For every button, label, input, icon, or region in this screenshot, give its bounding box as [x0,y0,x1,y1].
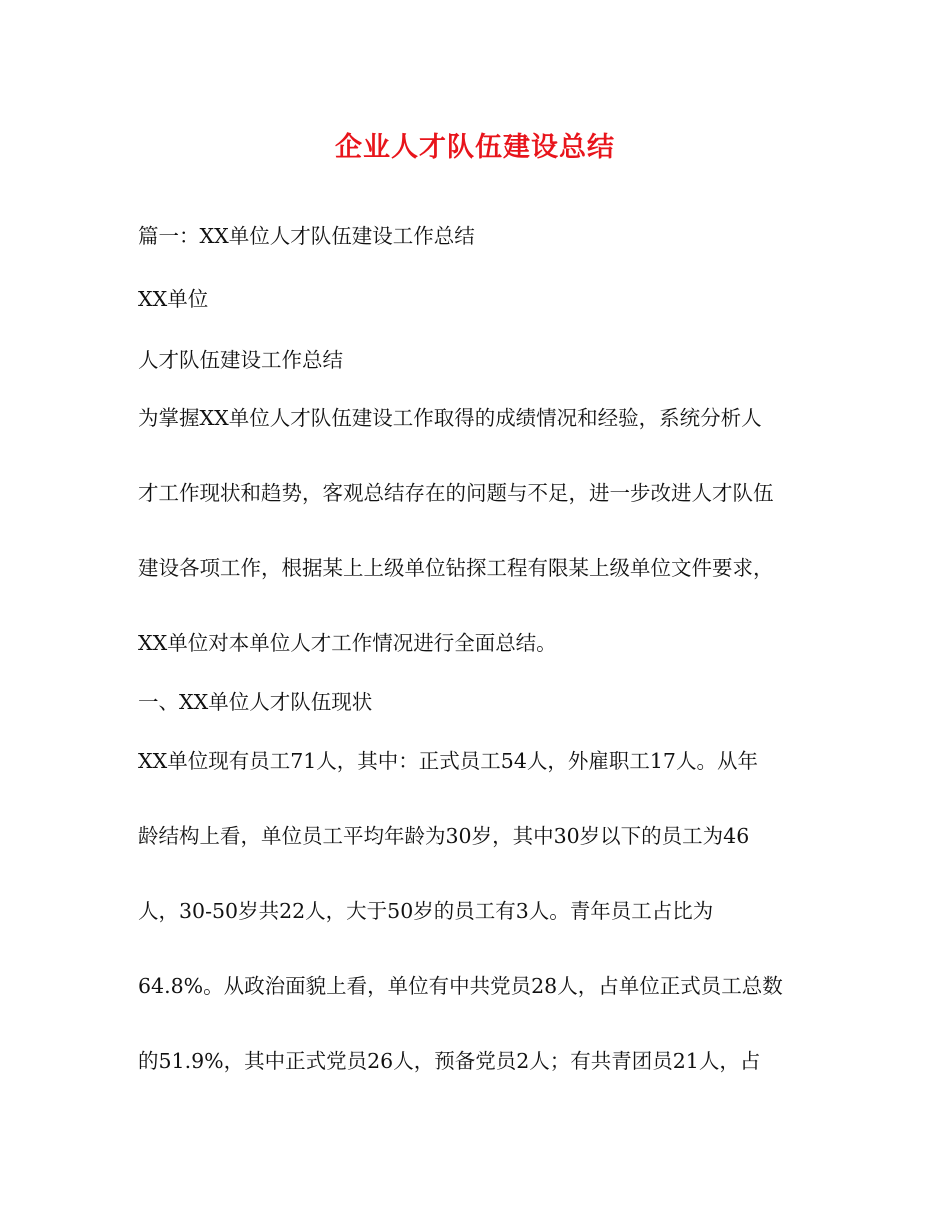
document-title: 企业人才队伍建设总结 [335,132,615,163]
part1-line-1: XX单位现有员工71人，其中：正式员工54人，外雇职工17人。从年 [138,749,758,773]
intro-line-1: 为掌握XX单位人才队伍建设工作取得的成绩情况和经验，系统分析人 [138,406,762,430]
intro-line-4: XX单位对本单位人才工作情况进行全面总结。 [138,631,557,655]
part1-line-5: 的51.9%，其中正式党员26人，预备党员2人；有共青团员21人，占 [138,1049,761,1073]
unit-name: XX单位 [138,287,209,311]
intro-line-3: 建设各项工作，根据某上上级单位钻探工程有限某上级单位文件要求， [138,556,774,580]
part1-line-2: 龄结构上看，单位员工平均年龄为30岁，其中30岁以下的员工为46 [138,824,750,848]
part1-heading: 一、XX单位人才队伍现状 [138,690,373,714]
part1-line-3: 人，30-50岁共22人，大于50岁的员工有3人。青年员工占比为 [138,899,714,923]
part1-line-4: 64.8%。从政治面貌上看，单位有中共党员28人，占单位正式员工总数 [138,974,783,998]
intro-line-2: 才工作现状和趋势，客观总结存在的问题与不足，进一步改进人才队伍 [138,481,774,505]
document-subtitle: 人才队伍建设工作总结 [138,348,343,372]
section-heading: 篇一：XX单位人才队伍建设工作总结 [138,224,475,248]
